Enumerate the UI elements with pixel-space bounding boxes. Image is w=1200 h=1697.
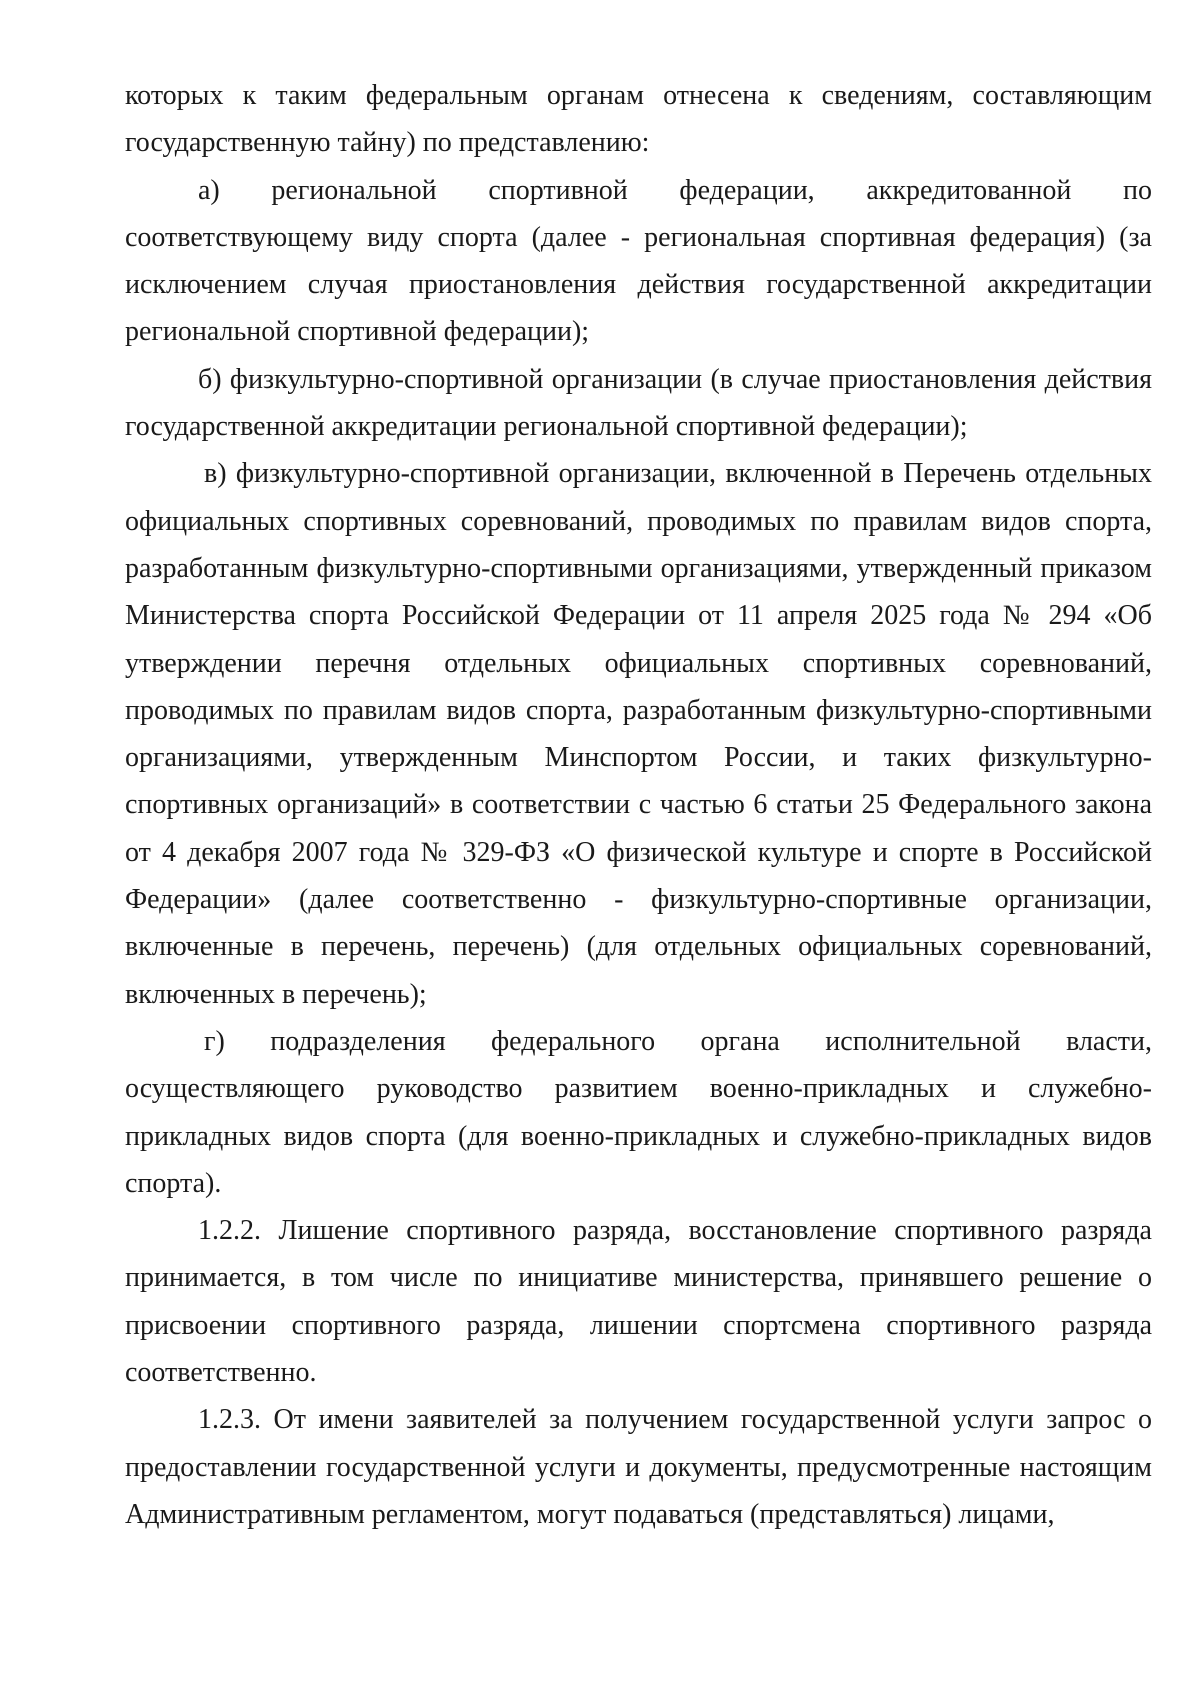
paragraph-1-2-3: 1.2.3. От имени заявителей за получением государственной услуги запрос о предоставлении государственной услуги и документы, предусмотренные настоящим Административным регламентом, могут подаваться (представляться) лицами, — [125, 1404, 1152, 1530]
paragraph-item-v: в) физкультурно-спортивной организации, включенной в Перечень отдельных официальных спортивных соревнований, проводимых по правилам видов спорта, разработанным физкультурно-спортивными организациями, утвержденный приказом Министерства спорта Российской Федерации от 11 апреля 2025 года № 294 «Об утверждении перечня отдельных официальных спортивных соревнований, проводимых по правилам видов спорта, разработанным физкультурно-спортивными организациями, утвержденным Минспортом России, и таких физкультурно-спортивных организаций» в соответствии с частью 6 статьи 25 Федерального закона от 4 декабря 2007 года № 329-ФЗ «О физической культуре и спорте в Российской Федерации» (далее соответственно - физкультурно-спортивные организации, включенные в перечень, перечень) (для отдельных официальных соревнований, включенных в перечень); — [125, 458, 1152, 1010]
paragraph-continuation: которых к таким федеральным органам отнесена к сведениям, составляющим государственную тайну) по представлению: — [125, 80, 1152, 159]
paragraph-item-b: б) физкультурно-спортивной организации (в случае приостановления действия государственной аккредитации региональной спортивной федерации); — [125, 363, 1152, 443]
document-body — [125, 72, 1152, 1538]
paragraph-item-g: г) подразделения федерального органа исполнительной власти, осуществляющего руководство развитием военно-прикладных и служебно-прикладных видов спорта (для военно-прикладных и служебно-прикладных видов спорта). — [125, 1025, 1152, 1199]
paragraph-1-2-2: 1.2.2. Лишение спортивного разряда, восстановление спортивного разряда принимается, в том числе по инициативе министерства, принявшего решение о присвоении спортивного разряда, лишении спортсмена спортивного разряда соответственно. — [125, 1215, 1152, 1389]
paragraph-item-a: а) региональной спортивной федерации, аккредитованной по соответствующему виду спорта (далее - региональная спортивная федерация) (за исключением случая приостановления действия государственной аккредитации региональной спортивной федерации); — [125, 174, 1152, 348]
